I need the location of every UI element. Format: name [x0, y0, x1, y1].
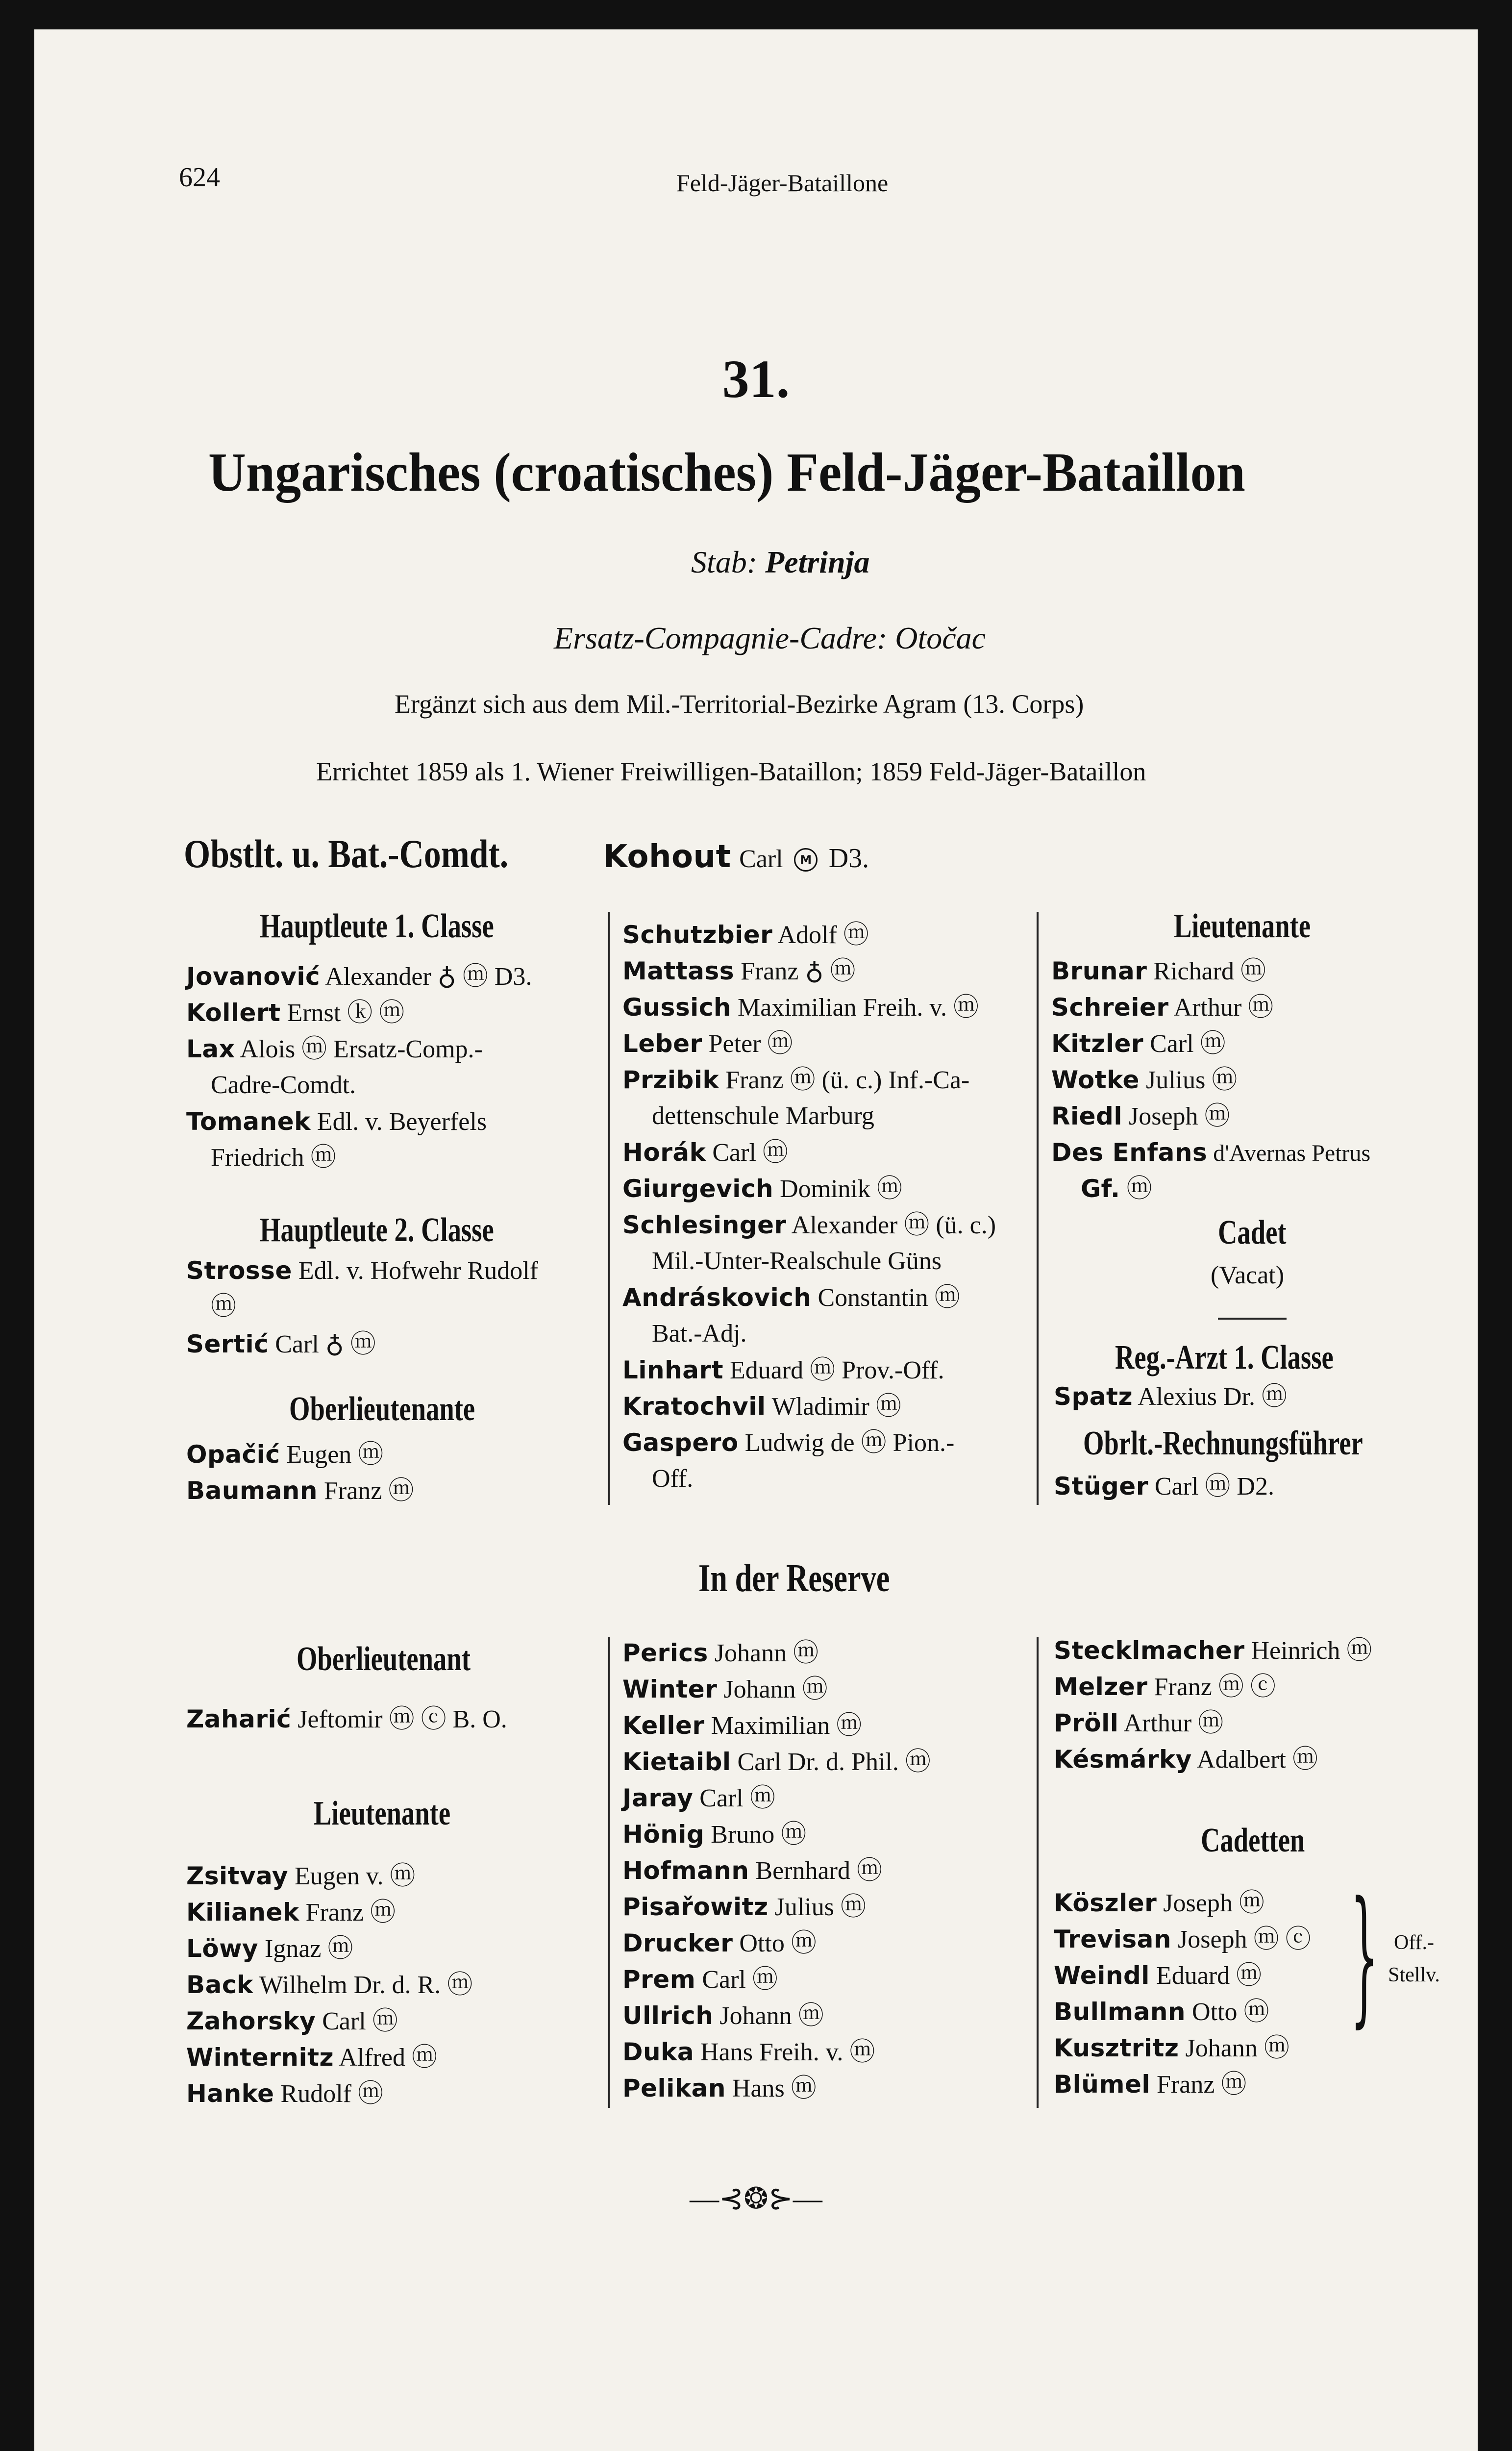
entry-line: Kilianek Franz ⓜ	[186, 1898, 396, 1926]
entry-line: Mattass Franz ♁ ⓜ	[622, 957, 856, 985]
entry-line: Riedl Joseph ⓜ	[1051, 1102, 1230, 1130]
ergaenzt-line: Ergänzt sich aus dem Mil.-Territorial-Bezirke Agram (13. Corps)	[395, 689, 1084, 719]
heading-reserve-lieutenante: Lieutenante	[314, 1795, 451, 1832]
entry-line: Löwy Ignaz ⓜ	[186, 1934, 353, 1963]
cadet-vacat: (Vacat)	[1211, 1261, 1285, 1289]
entry-line: Gf. ⓜ	[1081, 1175, 1152, 1203]
separator-rule	[1218, 1318, 1287, 1320]
entry-line: Schreier Arthur ⓜ	[1051, 993, 1274, 1022]
entry-line: Linhart Eduard ⓜ Prov.-Off.	[622, 1356, 944, 1384]
entry-line: Schlesinger Alexander ⓜ (ü. c.)	[622, 1211, 996, 1239]
entry-line: Hönig Bruno ⓜ	[622, 1820, 807, 1849]
entry-line: Horák Carl ⓜ	[622, 1138, 788, 1167]
entry-line: Cadre-Comdt.	[211, 1071, 356, 1099]
entry-line: Kitzler Carl ⓜ	[1051, 1029, 1226, 1058]
entry-line: Zsitvay Eugen v. ⓜ	[186, 1862, 416, 1890]
entry-line: Des Enfans d'Avernas Petrus	[1051, 1138, 1371, 1167]
column-divider	[608, 912, 610, 1505]
entry-line: Drucker Otto ⓜ	[622, 1929, 817, 1957]
entry-line: Kietaibl Carl Dr. d. Phil. ⓜ	[622, 1748, 931, 1776]
entry-line: Ullrich Johann ⓜ	[622, 2001, 824, 2030]
brace-bracket: }	[1350, 1870, 1379, 2041]
heading-cadet: Cadet	[1218, 1214, 1287, 1251]
commander-first: Carl	[739, 845, 783, 873]
entry-line: Tomanek Edl. v. Beyerfels	[186, 1107, 487, 1136]
heading-reserve-oberlieutenant: Oberlieutenant	[297, 1640, 471, 1678]
entry-line: Keller Maximilian ⓜ	[622, 1711, 862, 1740]
column-divider	[1037, 912, 1039, 1505]
running-title: Feld-Jäger-Bataillone	[676, 169, 889, 197]
entry-line: Melzer Franz ⓜ ⓒ	[1054, 1673, 1276, 1701]
entry-line: Schutzbier Adolf ⓜ	[622, 921, 869, 949]
entry-line: Köszler Joseph ⓜ	[1054, 1889, 1264, 1917]
heading-hauptleute-1: Hauptleute 1. Classe	[260, 907, 494, 945]
entry-line: Back Wilhelm Dr. d. R. ⓜ	[186, 1971, 473, 1999]
entry-line: Gussich Maximilian Freih. v. ⓜ	[622, 993, 979, 1022]
entry-line: Gaspero Ludwig de ⓜ Pion.-	[622, 1428, 955, 1457]
reserve-heading: In der Reserve	[698, 1557, 890, 1600]
heading-hauptleute-2: Hauptleute 2. Classe	[260, 1211, 494, 1249]
entry-line: Blümel Franz ⓜ	[1054, 2070, 1247, 2099]
entry-line: Giurgevich Dominik ⓜ	[622, 1175, 903, 1203]
entry-line: Pisařowitz Julius ⓜ	[622, 1893, 867, 1921]
entry-line: Hanke Rudolf ⓜ	[186, 2079, 383, 2108]
battalion-number: 31.	[722, 349, 790, 409]
entry-line: Kusztritz Johann ⓜ	[1054, 2034, 1289, 2062]
entry-line: Wotke Julius ⓜ	[1051, 1066, 1238, 1094]
heading-oberlieutenante: Oberlieutenante	[289, 1390, 475, 1428]
entry-line: Trevisan Joseph ⓜ ⓒ	[1054, 1925, 1311, 1953]
m-badge-icon: M	[794, 848, 818, 872]
entry-line: Przibik Franz ⓜ (ü. c.) Inf.-Ca-	[622, 1066, 970, 1094]
entry-line: Duka Hans Freih. v. ⓜ	[622, 2038, 875, 2066]
off-stellv-note: Off.-Stellv.	[1388, 1931, 1440, 1986]
commander-title: Obstlt. u. Bat.-Comdt.	[184, 831, 509, 876]
ornament-divider: —⊰❂⊱—	[690, 2182, 822, 2215]
entry-line: Stüger Carl ⓜ D2.	[1054, 1472, 1274, 1501]
entry-line: Prem Carl ⓜ	[622, 1965, 778, 1994]
entry-line: Zahorsky Carl ⓜ	[186, 2007, 398, 2035]
entry-line: Stecklmacher Heinrich ⓜ	[1054, 1636, 1372, 1665]
entry-line: Off.	[652, 1465, 694, 1493]
column-divider	[608, 1637, 610, 2108]
entry-line: Kollert Ernst ⓚ ⓜ	[186, 999, 405, 1027]
entry-line: Bat.-Adj.	[652, 1320, 747, 1348]
ersatz-line: Ersatz-Compagnie-Cadre: Otočac	[554, 621, 986, 655]
commander-rank: D3.	[828, 843, 869, 874]
entry-line: ⓜ	[211, 1293, 237, 1321]
entry-line: Opačić Eugen ⓜ	[186, 1440, 384, 1469]
entry-line: Kratochvil Wladimir ⓜ	[622, 1392, 901, 1421]
errichtet-line: Errichtet 1859 als 1. Wiener Freiwilligen-Bataillon; 1859 Feld-Jäger-Bataillon	[316, 757, 1146, 786]
entry-line: Weindl Eduard ⓜ	[1054, 1961, 1262, 1990]
entry-line: Brunar Richard ⓜ	[1051, 957, 1266, 985]
entry-line: Strosse Edl. v. Hofwehr Rudolf	[186, 1256, 538, 1285]
entry-line: Winter Johann ⓜ	[622, 1675, 828, 1703]
heading-cadetten: Cadetten	[1201, 1822, 1305, 1859]
entry-line: Spatz Alexius Dr. ⓜ	[1054, 1382, 1287, 1411]
entry-line: Mil.-Unter-Realschule Güns	[652, 1247, 942, 1275]
entry-line: dettenschule Marburg	[652, 1102, 874, 1130]
column-divider	[1037, 1637, 1039, 2108]
entry-line: Jovanović Alexander ♁ ⓜ D3.	[186, 962, 532, 991]
entry-line: Jaray Carl ⓜ	[622, 1784, 775, 1812]
entry-line: Bullmann Otto ⓜ	[1054, 1998, 1269, 2026]
heading-rechnungsfuehrer: Obrlt.-Rechnungsführer	[1083, 1425, 1363, 1462]
heading-lieutenante: Lieutenante	[1174, 907, 1311, 945]
entry-line: Andráskovich Constantin ⓜ	[622, 1283, 960, 1312]
battalion-name: Ungarisches (croatisches) Feld-Jäger-Bataillon	[208, 442, 1245, 503]
entry-line: Baumann Franz ⓜ	[186, 1476, 414, 1505]
page-number: 624	[179, 162, 220, 193]
commander-surname: Kohout	[603, 839, 731, 875]
entry-line: Hofmann Bernhard ⓜ	[622, 1856, 882, 1885]
heading-reg-arzt: Reg.-Arzt 1. Classe	[1115, 1339, 1334, 1376]
entry-line: Pröll Arthur ⓜ	[1054, 1709, 1224, 1737]
entry-line: Pelikan Hans ⓜ	[622, 2074, 817, 2102]
entry-line: Lax Alois ⓜ Ersatz-Comp.-	[186, 1035, 483, 1063]
entry-line: Zaharić Jeftomir ⓜ ⓒ B. O.	[186, 1705, 507, 1733]
entry-line: Perics Johann ⓜ	[622, 1639, 819, 1667]
entry-line: Friedrich ⓜ	[211, 1144, 336, 1172]
entry-line: Sertić Carl ♁ ⓜ	[186, 1330, 376, 1358]
stab-place: Petrinja	[765, 545, 870, 579]
commander-line	[184, 831, 869, 877]
entry-line: Leber Peter ⓜ	[622, 1029, 793, 1058]
stab-label: Stab:	[691, 545, 758, 579]
entry-line: Késmárky Adalbert ⓜ	[1054, 1745, 1318, 1774]
stab-line	[691, 544, 869, 580]
entry-line: Winternitz Alfred ⓜ	[186, 2043, 437, 2072]
